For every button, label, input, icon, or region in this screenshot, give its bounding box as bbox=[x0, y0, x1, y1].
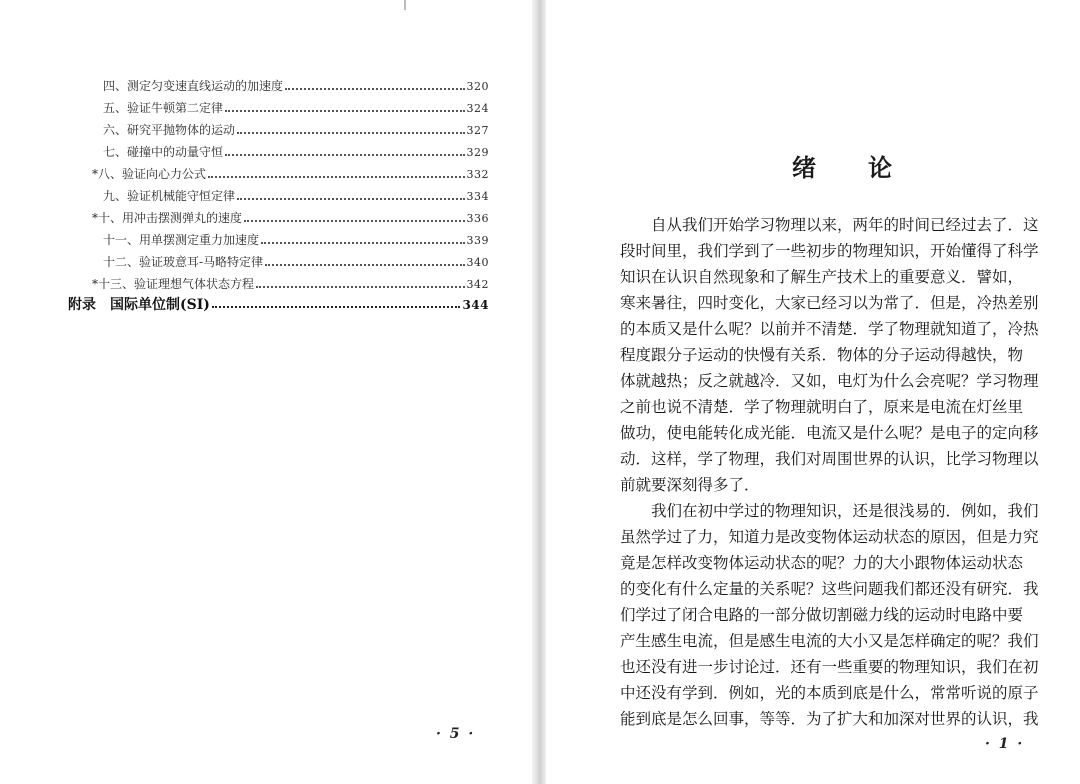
toc-entry-page: 320 bbox=[466, 80, 489, 93]
toc-entry-label: *十三、验证理想气体状态方程 bbox=[92, 277, 255, 291]
toc-entry-page: 336 bbox=[466, 212, 489, 225]
toc-entry-label: 六、研究平抛物体的运动 bbox=[103, 123, 236, 137]
toc-leader-dots bbox=[208, 176, 464, 178]
toc-appendix-entry bbox=[68, 298, 489, 312]
body-text-line: 自从我们开始学习物理以来，两年的时间已经过去了．这 bbox=[651, 216, 1039, 234]
toc-leader-dots bbox=[212, 306, 461, 308]
page-gutter bbox=[532, 0, 546, 784]
toc-entry-page: 324 bbox=[466, 102, 489, 115]
toc-leader-dots bbox=[244, 220, 464, 222]
toc-entry-label: 十二、验证玻意耳-马略特定律 bbox=[103, 255, 264, 269]
toc-entry-label: 十一、用单摆测定重力加速度 bbox=[103, 233, 260, 247]
toc-leader-dots bbox=[225, 110, 464, 112]
toc-appendix-page: 344 bbox=[462, 298, 489, 312]
toc-entry-label: 四、测定匀变速直线运动的加速度 bbox=[103, 79, 284, 93]
toc-leader-dots bbox=[261, 242, 464, 244]
toc-entry bbox=[103, 79, 489, 94]
toc-entry-label: *八、验证向心力公式 bbox=[92, 167, 207, 181]
toc-leader-dots bbox=[265, 264, 464, 266]
body-text-line: 我们在初中学过的物理知识，还是很浅易的．例如，我们 bbox=[651, 502, 1039, 520]
toc-entry-page: 339 bbox=[466, 234, 489, 247]
body-text-line: 虽然学过了力，知道力是改变物体运动状态的原因，但是力究 bbox=[620, 528, 1039, 546]
toc-entry bbox=[103, 233, 489, 248]
body-text-line: 也还没有进一步讨论过．还有一些重要的物理知识，我们在初 bbox=[620, 658, 1039, 676]
body-text-line: 产生感生电流，但是感生电流的大小又是怎样确定的呢？我们 bbox=[620, 632, 1039, 650]
body-text-line: 程度跟分子运动的快慢有关系．物体的分子运动得越快，物 bbox=[620, 346, 1024, 364]
left-page-number: · 5 · bbox=[436, 726, 476, 742]
toc-entry bbox=[103, 123, 489, 138]
toc-appendix-label: 附录 国际单位制(SI) bbox=[68, 297, 210, 313]
body-text-line: 竟是怎样改变物体运动状态的呢？力的大小跟物体运动状态 bbox=[620, 554, 1024, 572]
toc-entry-page: 342 bbox=[466, 278, 489, 291]
body-text-line: 段时间里，我们学到了一些初步的物理知识，开始懂得了科学 bbox=[620, 242, 1039, 260]
right-page-number: · 1 · bbox=[985, 736, 1025, 752]
toc-entry-page: 340 bbox=[466, 256, 489, 269]
body-text-line: 寒来暑往，四时变化，大家已经习以为常了．但是，冷热差别 bbox=[620, 294, 1039, 312]
toc-entry-label: 九、验证机械能守恒定律 bbox=[103, 189, 236, 203]
toc-entry bbox=[92, 211, 489, 226]
chapter-title-char: 绪 bbox=[792, 153, 816, 182]
body-text-line: 中还没有学到．例如，光的本质到底是什么，常常听说的原子 bbox=[620, 684, 1039, 702]
toc-entry-page: 329 bbox=[466, 146, 489, 159]
toc-entry bbox=[103, 101, 489, 116]
toc-entry-label: 七、碰撞中的动量守恒 bbox=[103, 145, 224, 159]
body-text-line: 们学过了闭合电路的一部分做切割磁力线的运动时电路中要 bbox=[620, 606, 1024, 624]
toc-entry bbox=[103, 145, 489, 160]
body-text-line: 前就要深刻得多了． bbox=[620, 476, 760, 494]
body-text-line: 能到底是怎么回事，等等．为了扩大和加深对世界的认识，我 bbox=[620, 710, 1039, 728]
left-page bbox=[0, 0, 532, 784]
body-text-line: 的本质又是什么呢？以前并不清楚．学了物理就知道了，冷热 bbox=[620, 320, 1039, 338]
toc-entry-page: 332 bbox=[466, 168, 489, 181]
toc-entry bbox=[103, 189, 489, 204]
page-top-mark bbox=[404, 0, 406, 10]
toc-entry-label: *十、用冲击摆测弹丸的速度 bbox=[92, 211, 243, 225]
body-text-line: 动．这样，学了物理，我们对周围世界的认识，比学习物理以 bbox=[620, 450, 1039, 468]
toc-entry bbox=[92, 167, 489, 182]
toc-leader-dots bbox=[256, 286, 464, 288]
toc-leader-dots bbox=[237, 132, 464, 134]
toc-entry bbox=[103, 255, 489, 270]
toc-entry-label: 五、验证牛顿第二定律 bbox=[103, 101, 224, 115]
toc-entry bbox=[92, 277, 489, 292]
body-text-line: 之前也说不清楚．学了物理就明白了，原来是电流在灯丝里 bbox=[620, 398, 1024, 416]
chapter-title-char: 论 bbox=[868, 153, 892, 182]
toc-leader-dots bbox=[225, 154, 464, 156]
body-text-line: 体就越热；反之就越冷．又如，电灯为什么会亮呢？学习物理 bbox=[620, 372, 1039, 390]
toc-entry-page: 327 bbox=[466, 124, 489, 137]
toc-leader-dots bbox=[237, 198, 464, 200]
toc-entry-page: 334 bbox=[466, 190, 489, 203]
toc-leader-dots bbox=[285, 88, 464, 90]
body-text-line: 知识在认识自然现象和了解生产技术上的重要意义．譬如， bbox=[620, 268, 1024, 286]
body-text-line: 的变化有什么定量的关系呢？这些问题我们都还没有研究．我 bbox=[620, 580, 1039, 598]
body-text-line: 做功，使电能转化成光能．电流又是什么呢？是电子的定向移 bbox=[620, 424, 1039, 442]
